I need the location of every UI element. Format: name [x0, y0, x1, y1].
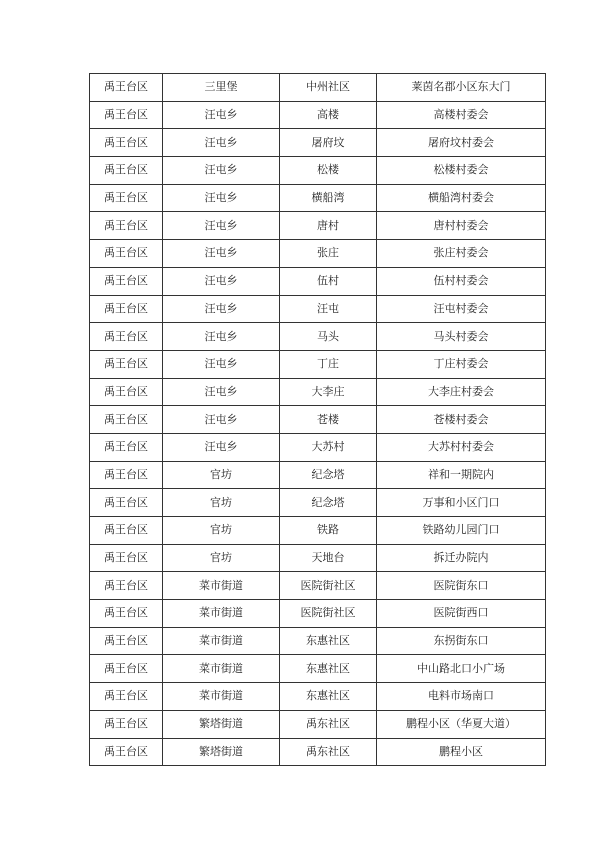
- town-cell: 汪屯乡: [163, 267, 280, 295]
- site-cell: 医院街西口: [377, 600, 546, 628]
- site-cell: 医院街东口: [377, 572, 546, 600]
- site-cell: 祥和一期院内: [377, 461, 546, 489]
- community-cell: 屠府坟: [280, 129, 377, 157]
- community-cell: 纪念塔: [280, 461, 377, 489]
- district-cell: 禹王台区: [90, 406, 163, 434]
- community-cell: 汪屯: [280, 295, 377, 323]
- district-cell: 禹王台区: [90, 350, 163, 378]
- table-row: [90, 406, 546, 434]
- district-cell: 禹王台区: [90, 655, 163, 683]
- site-cell: 横船湾村委会: [377, 184, 546, 212]
- site-cell: 大李庄村委会: [377, 378, 546, 406]
- site-cell: 松楼村委会: [377, 157, 546, 185]
- site-cell: 中山路北口小广场: [377, 655, 546, 683]
- town-cell: 汪屯乡: [163, 350, 280, 378]
- town-cell: 菜市街道: [163, 655, 280, 683]
- site-cell: 拆迁办院内: [377, 544, 546, 572]
- site-cell: 高楼村委会: [377, 101, 546, 129]
- site-cell: 唐村村委会: [377, 212, 546, 240]
- community-cell: 东惠社区: [280, 655, 377, 683]
- town-cell: 汪屯乡: [163, 378, 280, 406]
- district-cell: 禹王台区: [90, 101, 163, 129]
- site-cell: 张庄村委会: [377, 240, 546, 268]
- community-cell: 东惠社区: [280, 683, 377, 711]
- district-cell: 禹王台区: [90, 323, 163, 351]
- table-row: [90, 489, 546, 517]
- town-cell: 官坊: [163, 517, 280, 545]
- community-cell: 铁路: [280, 517, 377, 545]
- table-row: [90, 157, 546, 185]
- district-cell: 禹王台区: [90, 157, 163, 185]
- community-cell: 天地台: [280, 544, 377, 572]
- district-cell: 禹王台区: [90, 489, 163, 517]
- town-cell: 汪屯乡: [163, 323, 280, 351]
- community-cell: 大李庄: [280, 378, 377, 406]
- town-cell: 官坊: [163, 489, 280, 517]
- site-cell: 苍楼村委会: [377, 406, 546, 434]
- town-cell: 菜市街道: [163, 683, 280, 711]
- table-row: [90, 267, 546, 295]
- table-row: [90, 74, 546, 102]
- district-cell: 禹王台区: [90, 627, 163, 655]
- town-cell: 繁塔街道: [163, 738, 280, 766]
- district-cell: 禹王台区: [90, 600, 163, 628]
- town-cell: 菜市街道: [163, 627, 280, 655]
- site-cell: 大苏村村委会: [377, 433, 546, 461]
- district-cell: 禹王台区: [90, 738, 163, 766]
- community-cell: 高楼: [280, 101, 377, 129]
- site-cell: 屠府坟村委会: [377, 129, 546, 157]
- site-cell: 电料市场南口: [377, 683, 546, 711]
- location-table: [89, 73, 546, 766]
- district-cell: 禹王台区: [90, 517, 163, 545]
- table-row: [90, 212, 546, 240]
- table-row: [90, 655, 546, 683]
- town-cell: 菜市街道: [163, 600, 280, 628]
- community-cell: 医院街社区: [280, 600, 377, 628]
- table-row: [90, 544, 546, 572]
- town-cell: 汪屯乡: [163, 129, 280, 157]
- district-cell: 禹王台区: [90, 572, 163, 600]
- town-cell: 汪屯乡: [163, 184, 280, 212]
- table-row: [90, 600, 546, 628]
- town-cell: 汪屯乡: [163, 406, 280, 434]
- district-cell: 禹王台区: [90, 267, 163, 295]
- table-row: [90, 350, 546, 378]
- district-cell: 禹王台区: [90, 295, 163, 323]
- community-cell: 禹东社区: [280, 738, 377, 766]
- community-cell: 唐村: [280, 212, 377, 240]
- community-cell: 丁庄: [280, 350, 377, 378]
- table-row: [90, 184, 546, 212]
- district-cell: 禹王台区: [90, 184, 163, 212]
- table-row: [90, 323, 546, 351]
- community-cell: 中州社区: [280, 74, 377, 102]
- town-cell: 汪屯乡: [163, 157, 280, 185]
- district-cell: 禹王台区: [90, 129, 163, 157]
- town-cell: 汪屯乡: [163, 212, 280, 240]
- site-cell: 汪屯村委会: [377, 295, 546, 323]
- site-cell: 伍村村委会: [377, 267, 546, 295]
- site-cell: 马头村委会: [377, 323, 546, 351]
- table-row: [90, 627, 546, 655]
- table-row: [90, 517, 546, 545]
- community-cell: 伍村: [280, 267, 377, 295]
- town-cell: 汪屯乡: [163, 240, 280, 268]
- district-cell: 禹王台区: [90, 212, 163, 240]
- town-cell: 繁塔街道: [163, 710, 280, 738]
- site-cell: 莱茵名郡小区东大门: [377, 74, 546, 102]
- district-cell: 禹王台区: [90, 74, 163, 102]
- town-cell: 汪屯乡: [163, 433, 280, 461]
- town-cell: 官坊: [163, 461, 280, 489]
- community-cell: 松楼: [280, 157, 377, 185]
- district-cell: 禹王台区: [90, 710, 163, 738]
- town-cell: 汪屯乡: [163, 295, 280, 323]
- table-row: [90, 129, 546, 157]
- site-cell: 鹏程小区: [377, 738, 546, 766]
- community-cell: 纪念塔: [280, 489, 377, 517]
- district-cell: 禹王台区: [90, 433, 163, 461]
- community-cell: 东惠社区: [280, 627, 377, 655]
- site-cell: 丁庄村委会: [377, 350, 546, 378]
- district-cell: 禹王台区: [90, 378, 163, 406]
- district-cell: 禹王台区: [90, 683, 163, 711]
- community-cell: 大苏村: [280, 433, 377, 461]
- community-cell: 医院街社区: [280, 572, 377, 600]
- table-row: [90, 101, 546, 129]
- community-cell: 马头: [280, 323, 377, 351]
- site-cell: 鹏程小区（华夏大道）: [377, 710, 546, 738]
- district-cell: 禹王台区: [90, 461, 163, 489]
- table-row: [90, 378, 546, 406]
- table-row: [90, 295, 546, 323]
- table-row: [90, 461, 546, 489]
- table-row: [90, 738, 546, 766]
- site-cell: 铁路幼儿园门口: [377, 517, 546, 545]
- site-cell: 东拐街东口: [377, 627, 546, 655]
- site-cell: 万事和小区门口: [377, 489, 546, 517]
- town-cell: 官坊: [163, 544, 280, 572]
- table-row: [90, 433, 546, 461]
- district-cell: 禹王台区: [90, 240, 163, 268]
- community-cell: 横船湾: [280, 184, 377, 212]
- table-body: [90, 74, 546, 766]
- town-cell: 菜市街道: [163, 572, 280, 600]
- table-row: [90, 240, 546, 268]
- community-cell: 禹东社区: [280, 710, 377, 738]
- table-row: [90, 710, 546, 738]
- town-cell: 汪屯乡: [163, 101, 280, 129]
- community-cell: 苍楼: [280, 406, 377, 434]
- table-row: [90, 683, 546, 711]
- table-row: [90, 572, 546, 600]
- town-cell: 三里堡: [163, 74, 280, 102]
- district-cell: 禹王台区: [90, 544, 163, 572]
- community-cell: 张庄: [280, 240, 377, 268]
